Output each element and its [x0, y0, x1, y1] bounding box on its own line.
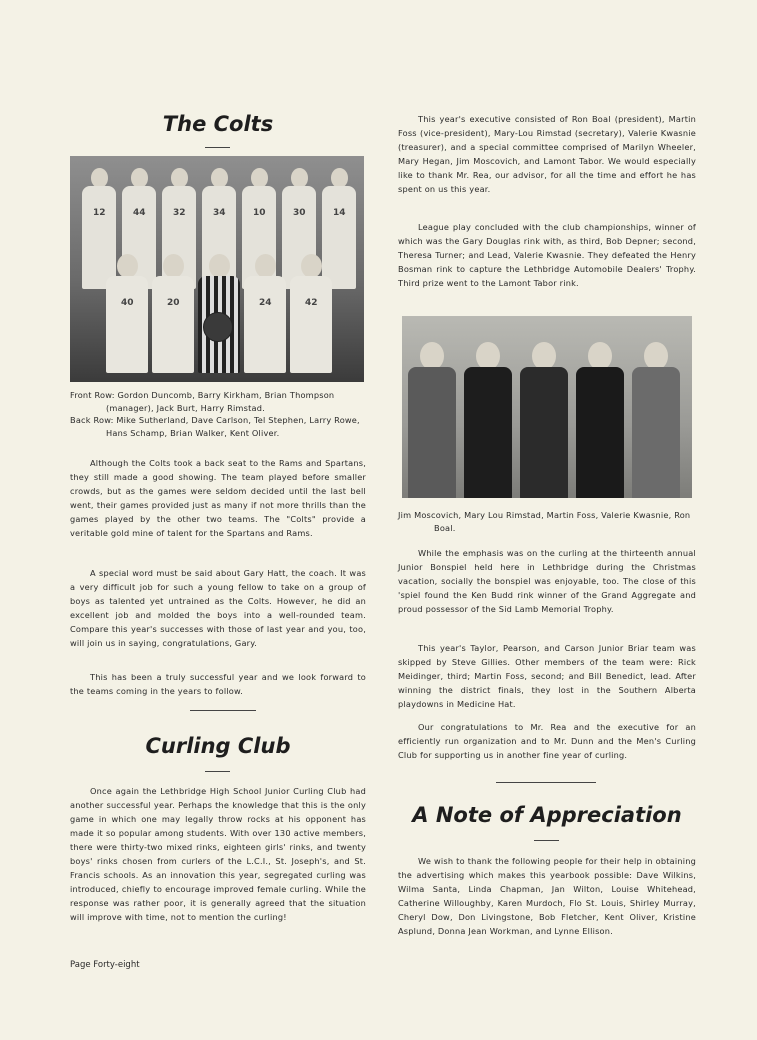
figure-head [301, 254, 322, 278]
jersey-number: 20 [167, 298, 180, 309]
jersey-number: 30 [293, 207, 306, 218]
player-figure [290, 254, 332, 372]
title-underline [205, 771, 230, 772]
executive-photo-caption: Jim Moscovich, Mary Lou Rimstad, Martin Foss, Valerie Kwasnie, Ron Boal. [398, 510, 691, 533]
figure-body [290, 276, 332, 373]
caption-back-row: Back Row: Mike Sutherland, Dave Carlson, Tel Stephen, Larry Rowe, Hans Schamp, Brian Walker, Kent Oliver. [70, 415, 360, 438]
player-figure [152, 254, 194, 372]
player-figure [106, 254, 148, 372]
caption-front-row: Front Row: Gordon Duncomb, Barry Kirkham, Brian Thompson (manager), Jack Burt, Harry Rimstad. [70, 390, 335, 413]
player-figure [408, 342, 456, 498]
figure-body [464, 367, 512, 498]
curling-title: Curling Club [145, 734, 291, 758]
figure-head [163, 254, 184, 278]
player-figure [464, 342, 512, 498]
title-underline [205, 147, 230, 148]
figure-head [171, 168, 188, 188]
jersey-number: 44 [133, 207, 146, 218]
basketball [203, 312, 233, 342]
colts-title: The Colts [162, 112, 274, 136]
jersey-number: 14 [333, 207, 346, 218]
jersey-number: 42 [305, 298, 318, 309]
figure-body [520, 367, 568, 498]
figure-head [331, 168, 348, 188]
figure-body [408, 367, 456, 498]
section-divider [190, 710, 256, 711]
congratulations-paragraph: Our congratulations to Mr. Rea and the executive for an efficiently run organization and to Mr. Dunn and the Men's Curling Club for supporting us in another fine year of curling. [398, 722, 696, 760]
title-underline [534, 840, 559, 841]
colts-paragraph: This has been a truly successful year and we look forward to the teams coming in the years to follow. [70, 672, 366, 696]
player-figure [520, 342, 568, 498]
figure-head [251, 168, 268, 188]
figure-body [576, 367, 624, 498]
colts-paragraph: Although the Colts took a back seat to the Rams and Spartans, they still made a good showing. The team played before smaller crowds, but as the games were seldom decided until the last bell went, their games provided just as many if not more thrills than the games played by the other two teams. The "Colts" provide a veritable gold mine of talent for the Spartans and Rams. [70, 458, 366, 538]
figure-head [209, 254, 230, 278]
jersey-number: 32 [173, 207, 186, 218]
figure-head [255, 254, 276, 278]
figure-head [211, 168, 228, 188]
appreciation-title: A Note of Appreciation [412, 803, 682, 827]
figure-head [588, 342, 612, 370]
executive-photo [402, 316, 692, 498]
colts-team-photo [70, 156, 364, 382]
colts-caption [70, 389, 366, 439]
figure-body [244, 276, 286, 373]
curling-paragraph: Once again the Lethbridge High School Junior Curling Club had another successful year. Perhaps the knowledge that this is the only game in which one may legally throw rocks at his opponent has made it so popular among students. With over 130 active members, there were thirty-two mixed rinks, eighteen girls' rinks, and twenty boys' rinks chosen from curlers of the L.C.I., St. Joseph's, and St. Francis schools. As an innovation this year, segregated curling was introduced, chiefly to encourage improved female curling. While the response was rather poor, it is generally agreed that the situation will improve with time, not to mention the curling! [70, 786, 366, 922]
briar-paragraph: This year's Taylor, Pearson, and Carson Junior Briar team was skipped by Steve Gillies. Other members of the team were: Rick Meidinger, third; Martin Foss, second; and Bill Benedict, lead. After winning the district finals, they lost in the Southern Alberta playdowns in Medicine Hat. [398, 643, 696, 709]
league-paragraph: League play concluded with the club championships, winner of which was the Gary Douglas rink with, as third, Bob Depner; second, Theresa Turner; and Lead, Valerie Kwasnie. They defeated the Henry Bosman rink to capture the Lethbridge Automobile Dealers' Trophy. Third prize went to the Lamont Tabor rink. [398, 222, 696, 288]
figure-body [152, 276, 194, 373]
jersey-number: 12 [93, 207, 106, 218]
player-figure [244, 254, 286, 372]
figure-head [476, 342, 500, 370]
colts-paragraph: A special word must be said about Gary Hatt, the coach. It was a very difficult job for such a young fellow to take on a group of boys as talented yet untrained as the Colts. However, he did an excellent job and molded the boys into a well-rounded team. Compare this year's successes with those of last year and you, too, will join us in saying, congratulations, Gary. [70, 568, 366, 648]
page-number: Page Forty-eight [70, 960, 140, 970]
jersey-number: 40 [121, 298, 134, 309]
jersey-number: 24 [259, 298, 272, 309]
jersey-number: 10 [253, 207, 266, 218]
appreciation-paragraph: We wish to thank the following people for their help in obtaining the advertising which makes this yearbook possible: Dave Wilkins, Wilma Santa, Linda Chapman, Jan Wilton, Louise Whitehead, Catherine Willoughby, Karen Murdoch, Flo St. Louis, Shirley Murray, Cheryl Dow, Don Livingstone, Bob Fletcher, Kent Oliver, Kristine Asplund, Donna Jean Workman, and Lynne Ellison. [398, 856, 696, 936]
jersey-number: 34 [213, 207, 226, 218]
figure-body [632, 367, 680, 498]
figure-head [117, 254, 138, 278]
section-divider [496, 782, 596, 783]
player-figure [576, 342, 624, 498]
figure-head [131, 168, 148, 188]
bonspiel-paragraph: While the emphasis was on the curling at the thirteenth annual Junior Bonspiel held here in Lethbridge during the Christmas vacation, socially the bonspiel was enjoyable, too. The close of this 'spiel found the Ken Budd rink winner of the Grand Aggregate and proud possessor of the Sid Lamb Memorial Trophy. [398, 548, 696, 614]
figure-head [644, 342, 668, 370]
executive-paragraph: This year's executive consisted of Ron Boal (president), Martin Foss (vice-president), Mary-Lou Rimstad (secretary), Valerie Kwasnie (treasurer), and a special committee comprised of Marilyn Wheeler, Mary Hegan, Jim Moscovich, and Lamont Tabor. We would especially like to thank Mr. Rea, our advisor, for all the time and effort he has spent on us this year. [398, 114, 696, 194]
figure-body [106, 276, 148, 373]
figure-head [91, 168, 108, 188]
figure-head [291, 168, 308, 188]
figure-head [420, 342, 444, 370]
player-figure [632, 342, 680, 498]
figure-head [532, 342, 556, 370]
